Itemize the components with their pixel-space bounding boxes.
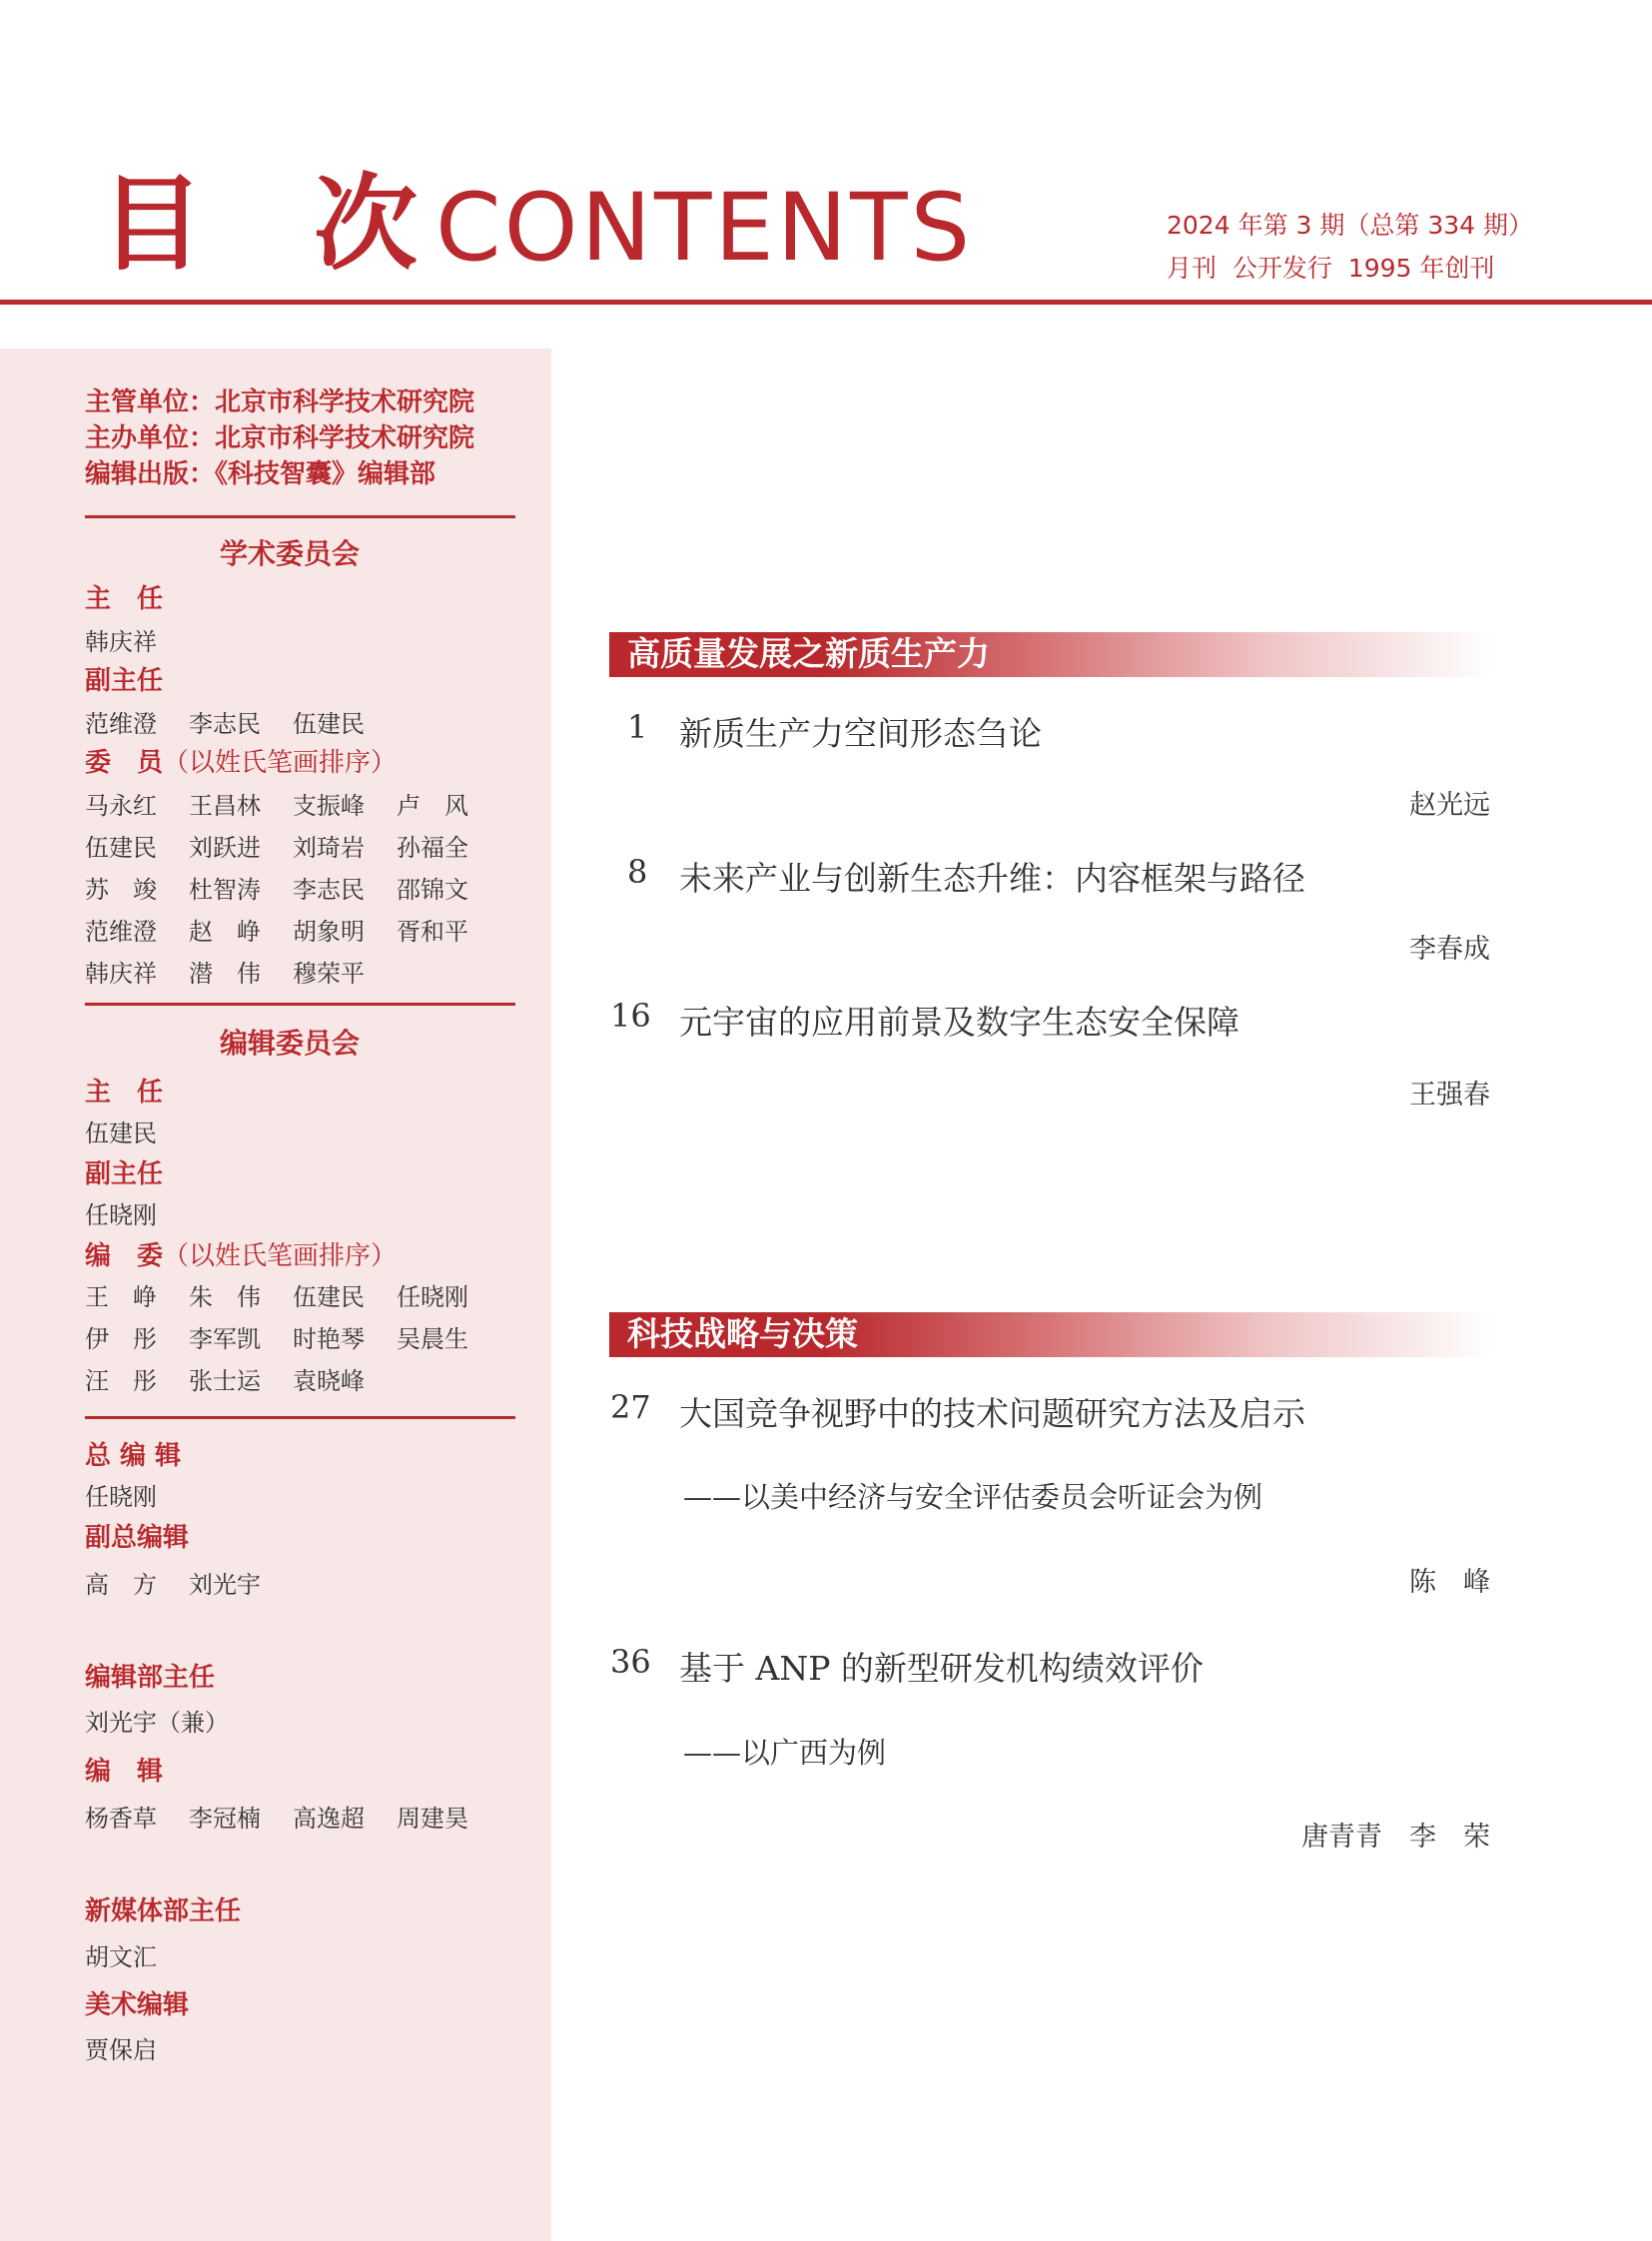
academic-member-row: 伍建民 刘跃进 刘琦岩 孙福全 [85,834,468,862]
new-media-director: 胡文汇 [85,1943,157,1971]
article-author: 唐青青 李 荣 [1301,1822,1490,1853]
issue-line: 2024 年第 3 期（总第 334 期） [1167,211,1533,240]
members-note: （以姓氏笔画排序） [163,748,398,778]
name: 伍建民 [293,710,365,738]
editorial-director-label: 主 任 [85,1078,164,1108]
article-subtitle: ——以广西为例 [683,1736,887,1770]
publication-line: 月刊 公开发行 1995 年创刊 [1167,254,1495,283]
chief-editor: 任晓刚 [85,1483,157,1511]
article-page-number: 8 [627,853,648,891]
section-header [609,1312,1494,1357]
sidebar-divider [85,1416,515,1419]
academic-committee-heading: 学术委员会 [220,537,361,570]
academic-director: 韩庆祥 [85,628,157,656]
masthead-sidebar [0,349,551,2241]
article-title[interactable]: 大国竞争视野中的技术问题研究方法及启示 [679,1394,1305,1433]
editorial-member-row: 伊 彤 李军凯 时艳琴 吴晨生 [85,1325,468,1353]
name: 范维澄 [85,710,157,738]
academic-member-row: 马永红 王昌林 支振峰 卢 风 [85,792,468,820]
sidebar-divider [85,1003,515,1006]
dept-director: 刘光宇（兼） [85,1709,229,1737]
article-title[interactable]: 新质生产力空间形态刍论 [679,714,1042,753]
article-title[interactable]: 元宇宙的应用前景及数字生态安全保障 [679,1003,1239,1042]
article-title[interactable]: 基于 ANP 的新型研发机构绩效评价 [679,1649,1204,1688]
editorial-vice-director: 任晓刚 [85,1201,157,1229]
publisher-supervisor: 主管单位：北京市科学技术研究院 [85,387,475,417]
section-title: 高质量发展之新质生产力 [627,634,990,673]
article-page-number: 1 [627,708,648,746]
academic-director-label: 主 任 [85,584,164,614]
editorial-vice-director-label: 副主任 [85,1159,164,1189]
article-page-number: 27 [610,1388,651,1426]
editorial-committee-heading: 编辑委员会 [220,1027,361,1060]
academic-vice-directors [85,704,397,739]
article-page-number: 36 [610,1643,651,1681]
members-note: （以姓氏笔画排序） [163,1241,398,1271]
article-author: 陈 峰 [1409,1567,1490,1598]
issue-info [1167,204,1533,290]
article-author: 李春成 [1409,934,1490,965]
article-author: 王强春 [1409,1080,1490,1111]
editorial-members-label: 编 委（以姓氏笔画排序） [85,1241,398,1271]
editorial-member-row: 王 峥 朱 伟 伍建民 任晓刚 [85,1283,468,1311]
academic-members-label: 委 员（以姓氏笔画排序） [85,748,398,778]
article-author: 赵光远 [1409,790,1490,821]
new-media-label: 新媒体部主任 [85,1896,242,1926]
contents-title-chinese: 目次 [100,163,528,285]
publisher-sponsor: 主办单位：北京市科学技术研究院 [85,423,475,453]
dept-director-label: 编辑部主任 [85,1663,216,1693]
name: 李志民 [189,710,261,738]
publisher-editor: 编辑出版：《科技智囊》编辑部 [85,459,436,489]
article-subtitle: ——以美中经济与安全评估委员会听证会为例 [683,1480,1263,1514]
contents-title-english: CONTENTS [435,174,974,283]
editorial-director: 伍建民 [85,1120,157,1147]
academic-member-row: 范维澄 赵 峥 胡象明 胥和平 [85,918,468,946]
article-title[interactable]: 未来产业与创新生态升维：内容框架与路径 [679,859,1305,898]
editorial-member-row: 汪 彤 张士运 袁晓峰 [85,1367,365,1395]
header-divider [0,300,1652,305]
academic-vice-director-label: 副主任 [85,666,164,696]
chief-editor-label: 总 编 辑 [85,1441,182,1471]
editors: 杨香草 李冠楠 高逸超 周建昊 [85,1805,468,1833]
article-page-number: 16 [610,997,651,1035]
deputy-chief-editor-label: 副总编辑 [85,1523,190,1553]
section-title: 科技战略与决策 [627,1314,858,1353]
academic-member-row: 苏 竣 杜智涛 李志民 邵锦文 [85,876,468,904]
art-editor: 贾保启 [85,2036,157,2064]
deputy-chief-editors: 高 方 刘光宇 [85,1571,261,1599]
art-editor-label: 美术编辑 [85,1990,190,2020]
editors-label: 编 辑 [85,1757,164,1787]
section-header [609,632,1494,677]
sidebar-divider [85,515,515,518]
academic-member-row: 韩庆祥 潜 伟 穆荣平 [85,960,365,988]
